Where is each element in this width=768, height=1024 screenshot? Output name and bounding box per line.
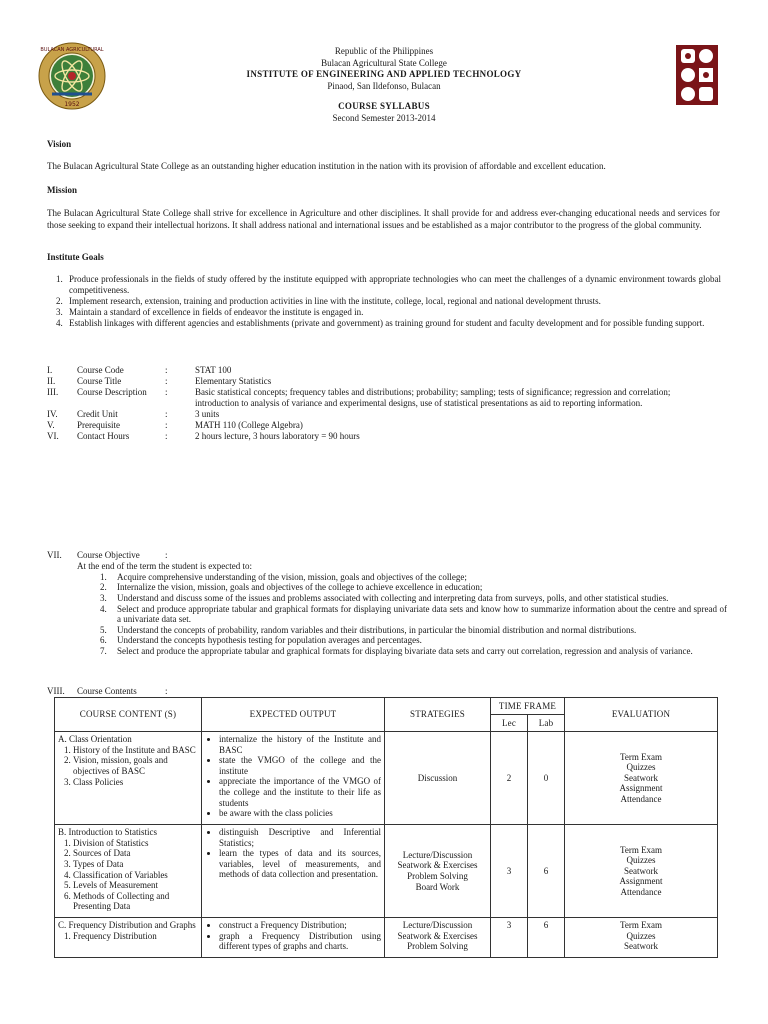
mission-text: The Bulacan Agricultural State College shall strive for excellence in Agriculture and other disciplines. It shall provide for and address ever-changing educational needs and services for those seeking to expand their intellectual horizons. It shall address national and international issues and be established as a major contributor to the progress of the global community.	[47, 208, 720, 230]
objective-item: 2. Internalize the vision, mission, goals and objectives of the college to achieve excellence in education;	[109, 582, 727, 593]
lec-cell: 3	[491, 825, 528, 918]
college-seal-logo	[38, 42, 106, 110]
objectives-num: VII.	[47, 550, 62, 560]
content-cell: A. Class Orientation 1. History of the Institute and BASC 2. Vision, mission, goals and objectives of BASC 3. Class Policies	[55, 732, 202, 825]
output-cell	[202, 732, 385, 825]
lec-cell: 3	[491, 918, 528, 958]
objectives-label: Course Objective	[77, 550, 140, 560]
document-header	[200, 46, 568, 124]
goal-item: 4. Establish linkages with different agencies and establishments (private and government) as training ground for student and faculty development and for possible funding support.	[65, 318, 721, 329]
document-title: COURSE SYLLABUS	[338, 101, 430, 111]
vision-text: The Bulacan Agricultural State College as an outstanding higher education institution in the nation with its provision of affordable and excellent education.	[47, 161, 606, 171]
lab-cell: 6	[528, 825, 565, 918]
institute-address: Pinaod, San Ildefonso, Bulacan	[327, 80, 441, 91]
course-description-row: III. Course Description : Basic statistical concepts; frequency tables and distributions; probability; sampling; tests of significance; regression and correlation; introduction to analysis of variance and experimental designs, use of statistical presentations as aid to reporting information.	[47, 387, 671, 408]
table-row	[55, 918, 718, 958]
goal-item: 2. Implement research, extension, training and production activities in line with the institute, college, local, regional and national development thrusts.	[65, 296, 721, 307]
evaluation-cell: Term Exam Quizzes Seatwork Assignment Attendance	[565, 825, 718, 918]
output-item: • learn the types of data and its sources, variables, level of measurements, and methods of data collection and presentation.	[219, 848, 381, 880]
prerequisite-row: V. Prerequisite : MATH 110 (College Algebra)	[47, 420, 303, 430]
header-course-content: COURSE CONTENT (S)	[55, 698, 202, 732]
goal-item: 1. Produce professionals in the fields of study offered by the institute equipped with appropriate technologies who can meet the challenges of a dynamic environment towards global competitiveness.	[65, 274, 721, 296]
strategies-cell: Discussion	[385, 732, 491, 825]
contents-heading: VIII. Course Contents :	[47, 686, 168, 696]
institute-name: INSTITUTE OF ENGINEERING AND APPLIED TECHNOLOGY	[246, 69, 522, 79]
header-line-2: Bulacan Agricultural State College	[321, 57, 447, 68]
content-cell: C. Frequency Distribution and Graphs 1. Frequency Distribution	[55, 918, 202, 958]
content-item: 2. Sources of Data	[73, 848, 198, 859]
objectives-section: VII. Course Objective : At the end of the term the student is expected to: 1. Acquire comprehensive understanding of the vision, mission, goals and objectives of the college; 2. Internalize the vision, mission, goals and objectives of the college to achieve excellence in education; 3. Understand and discuss some of the issues and problems associated with collecting and interpreting data from surveys, polls, and other statistical studies. 4. Select and produce appropriate tabular and graphical formats for displaying univariate data sets and know how to summarize information about the centre and spread of a univariate data set. 5. Understand the concepts of probability, random variables and their distributions, in particular the binomial distribution and normal distributions. 6. Understand the concepts hypothesis testing for population averages and percentages. 7. Select and produce the appropriate tabular and graphical formats for displaying bivariate data sets and carry out correlation, regression and analysis of variance.	[47, 550, 727, 657]
institute-logo	[676, 45, 718, 105]
output-cell	[202, 825, 385, 918]
output-item: • appreciate the importance of the VMGO of the college and the institute to their life as students	[219, 776, 381, 808]
strategies-cell: Lecture/Discussion Seatwork & Exercises Problem Solving	[385, 918, 491, 958]
content-item: 5. Levels of Measurement	[73, 880, 198, 891]
evaluation-cell: Term Exam Quizzes Seatwork	[565, 918, 718, 958]
content-item: 3. Types of Data	[73, 859, 198, 870]
svg-text:BULACAN AGRICULTURAL: BULACAN AGRICULTURAL	[40, 47, 104, 53]
strategies-cell: Lecture/Discussion Seatwork & Exercises Problem Solving Board Work	[385, 825, 491, 918]
objective-item: 7. Select and produce the appropriate tabular and graphical formats for displaying bivariate data sets and carry out correlation, regression and analysis of variance.	[109, 646, 727, 657]
credit-unit-row: IV. Credit Unit : 3 units	[47, 409, 220, 419]
objective-item: 4. Select and produce appropriate tabular and graphical formats for displaying univariate data sets and know how to summarize information about the centre and spread of a univariate data set.	[109, 604, 727, 625]
content-cell: B. Introduction to Statistics 1. Division of Statistics 2. Sources of Data 3. Types of Data 4. Classification of Variables 5. Levels of Measurement 6. Methods of Collecting and Presenting Data	[55, 825, 202, 918]
output-item: • state the VMGO of the college and the institute	[219, 755, 381, 776]
objective-item: 6. Understand the concepts hypothesis testing for population averages and percentages.	[109, 635, 727, 646]
header-line-1: Republic of the Philippines	[334, 46, 434, 56]
lab-cell: 6	[528, 918, 565, 958]
content-item: 1. Frequency Distribution	[73, 931, 198, 942]
header-expected-output: EXPECTED OUTPUT	[202, 698, 385, 732]
table-row	[55, 825, 718, 918]
goal-item: 3. Maintain a standard of excellence in fields of endeavor the institute is engaged in.	[65, 307, 721, 318]
output-item: • construct a Frequency Distribution;	[219, 920, 381, 931]
output-item: • internalize the history of the Institute and BASC	[219, 734, 381, 755]
header-lec: Lec	[491, 715, 528, 732]
output-cell	[202, 918, 385, 958]
table-row	[55, 732, 718, 825]
content-item: 6. Methods of Collecting and Presenting Data	[73, 891, 198, 912]
content-item: 3. Class Policies	[73, 777, 198, 788]
objectives-intro: At the end of the term the student is expected to:	[77, 561, 252, 571]
header-time-frame: TIME FRAME	[491, 698, 565, 715]
lab-cell: 0	[528, 732, 565, 825]
header-evaluation: EVALUATION	[565, 698, 718, 732]
course-code-row: I. Course Code : STAT 100	[47, 365, 232, 375]
content-item: 2. Vision, mission, goals and objectives of BASC	[73, 755, 198, 776]
course-title-row: II. Course Title : Elementary Statistics	[47, 376, 272, 386]
objective-item: 1. Acquire comprehensive understanding of the vision, mission, goals and objectives of the college;	[109, 572, 727, 583]
objectives-list	[89, 572, 727, 657]
vision-heading: Vision	[47, 139, 72, 149]
evaluation-cell: Term Exam Quizzes Seatwork Assignment Attendance	[565, 732, 718, 825]
goals-list	[47, 274, 721, 329]
header-strategies: STRATEGIES	[385, 698, 491, 732]
header-lab: Lab	[528, 715, 565, 732]
objective-item: 5. Understand the concepts of probability, random variables and their distributions, in particular the binomial distribution and normal distributions.	[109, 625, 727, 636]
lec-cell: 2	[491, 732, 528, 825]
output-item: • be aware with the class policies	[219, 808, 381, 819]
content-item: 4. Classification of Variables	[73, 870, 198, 881]
mission-heading: Mission	[47, 185, 78, 195]
contact-hours-row: VI. Contact Hours : 2 hours lecture, 3 hours laboratory = 90 hours	[47, 431, 360, 441]
content-item: 1. History of the Institute and BASC	[73, 745, 198, 756]
goals-heading: Institute Goals	[47, 252, 104, 262]
content-item: 1. Division of Statistics	[73, 838, 198, 849]
output-item: • graph a Frequency Distribution using different types of graphs and charts.	[219, 931, 381, 952]
output-item: • distinguish Descriptive and Inferential Statistics;	[219, 827, 381, 848]
svg-text:1952: 1952	[64, 101, 80, 108]
objective-item: 3. Understand and discuss some of the issues and problems associated with collecting and interpreting data from surveys, polls, and other statistical studies.	[109, 593, 727, 604]
course-contents-table	[54, 697, 718, 958]
semester-label: Second Semester 2013-2014	[332, 112, 436, 123]
